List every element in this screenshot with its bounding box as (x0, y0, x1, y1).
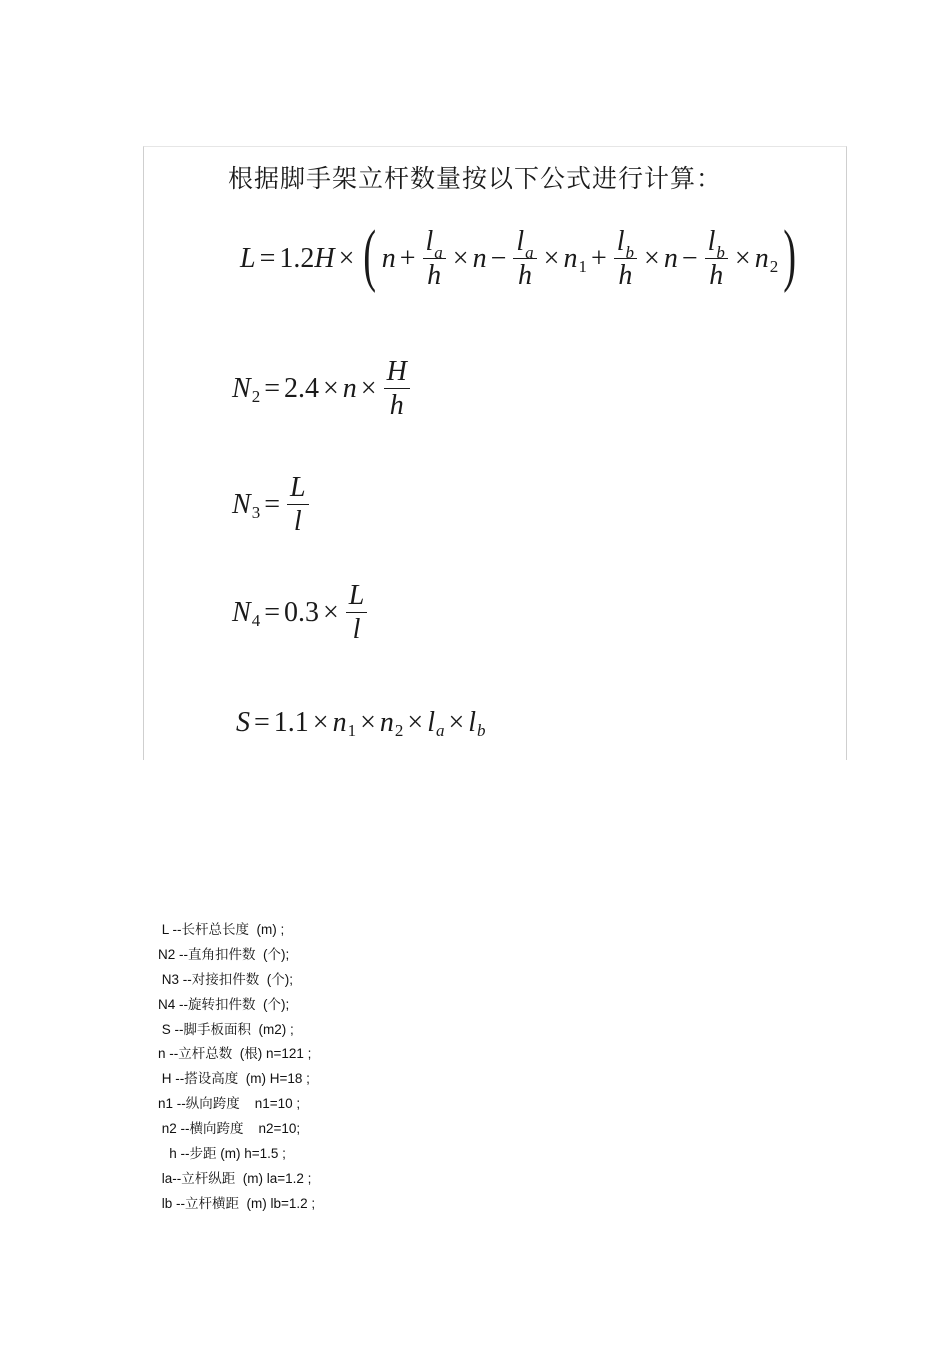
definition-line: N3 --对接扣件数 (个); (158, 971, 293, 987)
definition-line: la--立杆纵距 (m) la=1.2 ; (158, 1170, 312, 1186)
definition-line: h --步距 (m) h=1.5 ; (158, 1146, 286, 1162)
formula-s: S = 1.1 × n 1 × n 2 × l a × l b (236, 707, 486, 740)
definition-line: S --脚手板面积 (m2) ; (158, 1021, 294, 1037)
definition-line: N4 --旋转扣件数 (个); (158, 996, 290, 1012)
formula-image (143, 146, 847, 760)
definition-line: L --长杆总长度 (m) ; (158, 922, 285, 937)
formula-n3: N 3 = $\frac{L}{l}$ (232, 465, 312, 545)
definition-line: H --搭设高度 (m) H=18 ; (158, 1071, 310, 1087)
definition-line: n --立杆总数 (根) n=121 ; (158, 1046, 312, 1062)
formula-intro: 根据脚手架立杆数量按以下公式进行计算： (228, 164, 723, 193)
definition-line: lb --立杆横距 (m) lb=1.2 ; (158, 1195, 316, 1211)
formula-l: L = 1.2 H × ( n + $\frac{l_a}{h}$ × n − $\frac{l_a}{h}$ × n 1 + $\frac{l_b}{h}$ × n − $\frac{l_b}{h}$ × n 2 ) (240, 217, 797, 294)
definition-line: N2 --直角扣件数 (个); (158, 946, 290, 962)
definition-line: n2 --横向跨度 n2=10; (158, 1121, 301, 1137)
definition-line: n1 --纵向跨度 n1=10 ; (158, 1096, 301, 1112)
formula-n2: N 2 = 2.4 × n × $\frac{H}{h}$ (232, 349, 413, 429)
formula-n4: N 4 = 0.3 × $\frac{L}{l}$ (232, 573, 370, 653)
variable-definitions (158, 918, 315, 1217)
